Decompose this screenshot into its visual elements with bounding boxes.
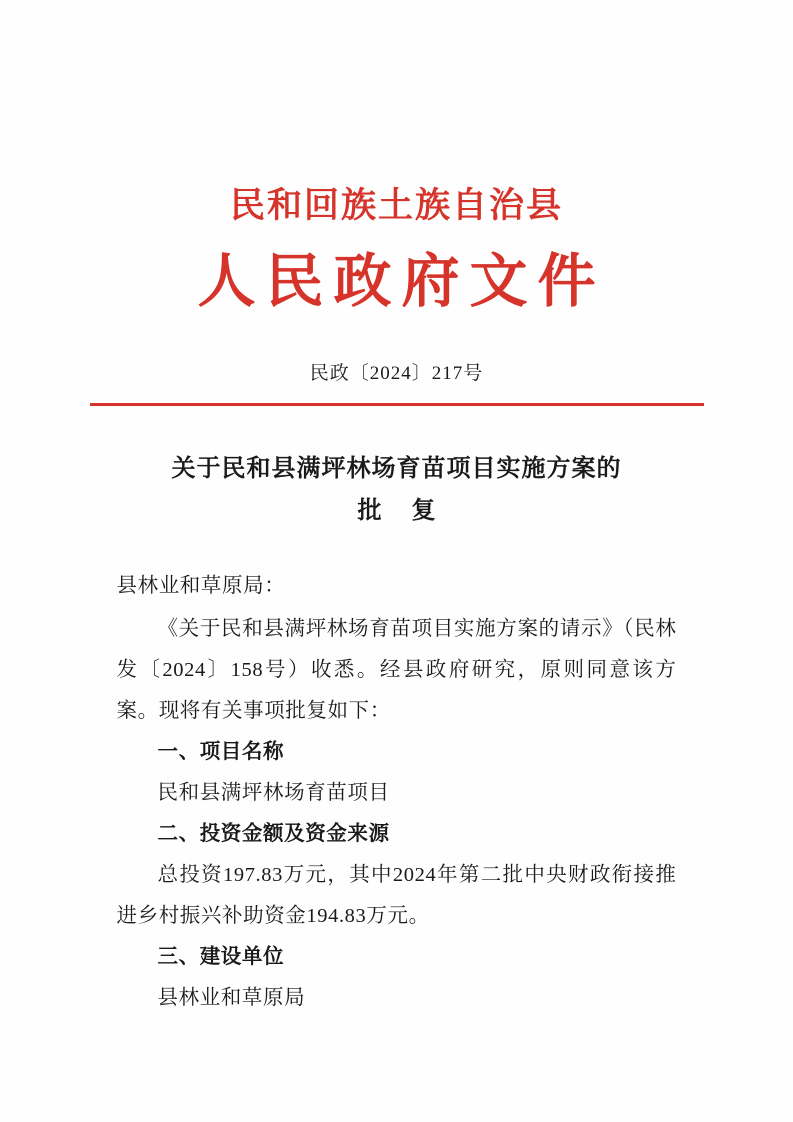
addressee-line: 县林业和草原局： xyxy=(116,574,286,597)
section-3-heading: 三、建设单位 xyxy=(157,945,285,968)
section-2-content: 总投资197.83万元，其中2024年第二批中央财政衔接推进乡村振兴补助资金194.83万元。 xyxy=(116,863,677,927)
document-number: 民政〔2024〕217号 xyxy=(309,362,484,384)
letterhead xyxy=(0,0,793,406)
document-title-line-2: 批 复 xyxy=(357,497,448,524)
section-1-heading: 一、项目名称 xyxy=(157,740,285,763)
section-2-heading: 二、投资金额及资金来源 xyxy=(157,822,390,845)
body-paragraph-1: 《关于民和县满坪林场育苗项目实施方案的请示》（民林发〔2024〕158号）收悉。经县政府研究，原则同意该方案。现将有关事项批复如下： xyxy=(116,617,677,722)
document-type-heading: 人民政府文件 xyxy=(197,249,606,314)
red-separator-rule xyxy=(90,403,704,406)
document-title xyxy=(117,448,677,532)
document-title-line-1: 关于民和县满坪林场育苗项目实施方案的 xyxy=(171,455,622,482)
section-3-content: 县林业和草原局 xyxy=(157,986,306,1009)
section-1-content: 民和县满坪林场育苗项目 xyxy=(157,781,390,804)
document-body xyxy=(117,566,677,1019)
issuing-organization-name: 民和回族土族自治县 xyxy=(229,186,563,225)
